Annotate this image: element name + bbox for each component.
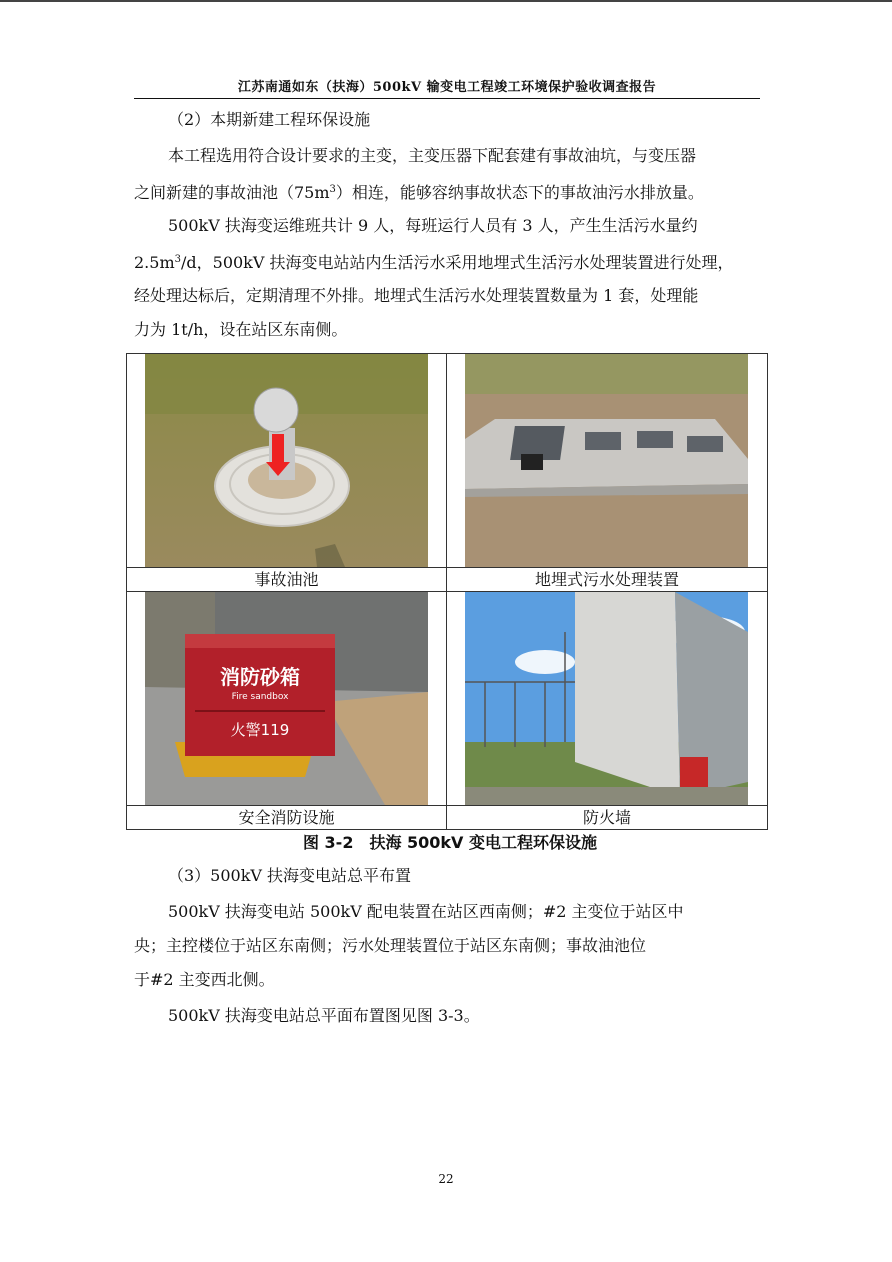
sandbox-title: 消防砂箱 <box>220 665 300 689</box>
photo-cell <box>127 354 447 568</box>
photo-cell <box>127 592 447 806</box>
top-border <box>0 0 892 2</box>
sandbox-subtitle: Fire sandbox <box>231 692 289 702</box>
figure-caption: 图 3-2 扶海 500kV 变电工程环保设施 <box>302 833 598 852</box>
running-header: 江苏南通如东（扶海）500kV 输变电工程竣工环境保护验收调查报告 <box>134 76 760 99</box>
paragraph-line: 央；主控楼位于站区东南侧；污水处理装置位于站区东南侧；事故油池位 <box>134 936 647 955</box>
photo-cell <box>447 592 768 806</box>
paragraph-line: 于#2 主变西北侧。 <box>134 970 275 989</box>
page-number: 22 <box>438 1172 454 1186</box>
fire-facility-photo <box>145 592 428 805</box>
paragraph-line: 力为 1t/h，设在站区东南侧。 <box>134 320 348 339</box>
oil-pit-photo <box>145 354 428 567</box>
sandbox-tel: 火警119 <box>230 721 290 739</box>
paragraph-line: 本工程选用符合设计要求的主变，主变压器下配套建有事故油坑，与变压器 <box>168 146 697 165</box>
photo-caption: 地埋式污水处理装置 <box>447 568 768 592</box>
firewall-photo <box>465 592 748 805</box>
photo-cell <box>447 354 768 568</box>
sewage-device-photo <box>465 354 748 567</box>
paragraph-line: $2.5m^3/d$，500kV 扶海变电站站内生活污水采用地埋式生活污水处理装置进行处理， <box>134 253 734 272</box>
paragraph-line: 500kV 扶海变电站总平面布置图见图 3-3。 <box>168 1006 480 1025</box>
paragraph-line: 500kV 扶海变运维班共计 9 人，每班运行人员有 3 人，产生生活污水量约 <box>168 216 698 235</box>
section-heading-2: （2）本期新建工程环保设施 <box>168 110 371 129</box>
photo-table <box>126 353 768 830</box>
photo-caption: 事故油池 <box>127 568 447 592</box>
section-heading-3: （3）500kV 扶海变电站总平布置 <box>168 866 412 885</box>
photo-caption: 防火墙 <box>447 806 768 830</box>
paragraph-line: 500kV 扶海变电站 500kV 配电装置在站区西南侧；#2 主变位于站区中 <box>168 902 684 921</box>
paragraph-line: 经处理达标后，定期清理不外排。地埋式生活污水处理装置数量为 1 套，处理能 <box>134 286 699 305</box>
paragraph-line: 之间新建的事故油池$(75m^3)$相连，能够容纳事故状态下的事故油污水排放量。 <box>134 183 704 202</box>
photo-caption: 安全消防设施 <box>127 806 447 830</box>
